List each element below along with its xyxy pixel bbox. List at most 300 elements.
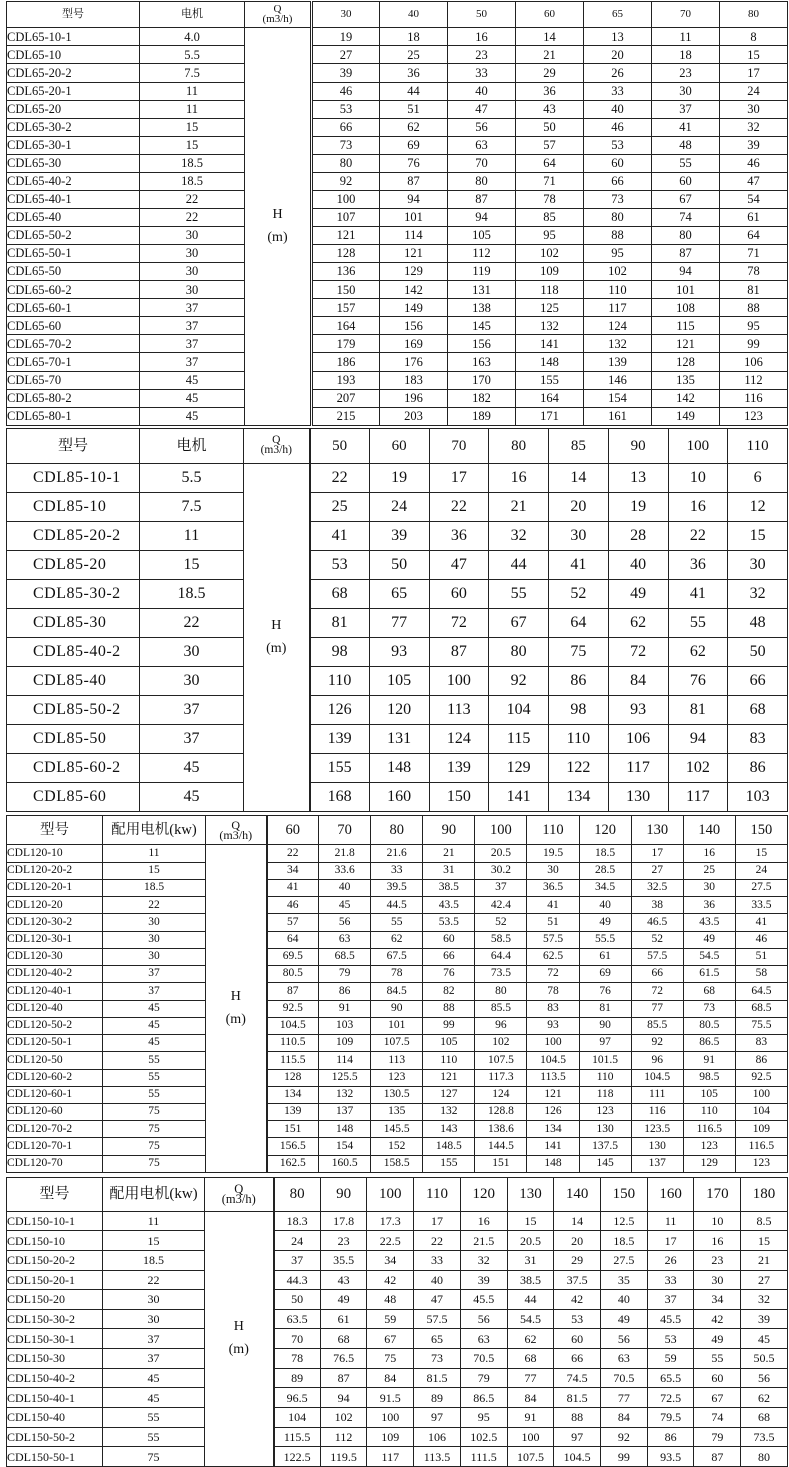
- head-value-cell: 56: [601, 1329, 648, 1349]
- head-value-cell: 55: [652, 154, 720, 172]
- head-value-cell: 65: [414, 1329, 461, 1349]
- table-row: [7, 1138, 788, 1155]
- head-value-cell: 14: [549, 464, 609, 493]
- head-value-cell: 81: [668, 695, 728, 724]
- head-value-cell: 30: [720, 100, 788, 118]
- flow-value-header: 120: [579, 816, 631, 845]
- head-value-cell: 87: [380, 172, 448, 190]
- head-value-cell: 113: [429, 695, 489, 724]
- flow-value-header: 65: [584, 2, 652, 28]
- head-value-cell: 94: [668, 724, 728, 753]
- head-value-cell: 63: [319, 931, 371, 948]
- head-value-cell: 8: [720, 28, 788, 46]
- head-value-cell: 57: [267, 914, 319, 931]
- head-value-cell: 45.5: [460, 1290, 507, 1310]
- head-value-cell: 78: [527, 983, 579, 1000]
- head-value-cell: 32: [460, 1250, 507, 1270]
- head-value-cell: 79: [460, 1368, 507, 1388]
- head-value-cell: 55: [371, 914, 423, 931]
- head-value-cell: 156: [448, 335, 516, 353]
- motor-cell: 45: [103, 1035, 206, 1052]
- head-value-cell: 19.5: [527, 845, 579, 862]
- head-value-cell: 110.5: [267, 1035, 319, 1052]
- model-cell: CDL65-70-1: [7, 353, 140, 371]
- model-cell: CDL150-20-1: [7, 1270, 103, 1290]
- motor-cell: 30: [103, 914, 206, 931]
- head-value-cell: 53: [310, 550, 370, 579]
- motor-cell: 18.5: [140, 172, 245, 190]
- head-value-cell: 76: [380, 154, 448, 172]
- head-unit: (m): [225, 1011, 246, 1027]
- head-value-cell: 86.5: [683, 1035, 735, 1052]
- head-value-cell: 44: [380, 82, 448, 100]
- table-row: [7, 1349, 788, 1369]
- head-value-cell: 61.5: [683, 966, 735, 983]
- head-value-cell: 61: [320, 1309, 367, 1329]
- head-value-cell: 58: [735, 966, 787, 983]
- head-value-cell: 81.5: [414, 1368, 461, 1388]
- flow-value-header: 50: [448, 2, 516, 28]
- model-cell: CDL120-70-1: [7, 1138, 103, 1155]
- head-value-cell: 141: [527, 1138, 579, 1155]
- head-symbol: H: [271, 618, 282, 634]
- flow-symbol: Q: [231, 818, 241, 833]
- head-value-cell: 17: [429, 464, 489, 493]
- model-cell: CDL150-30: [7, 1349, 103, 1369]
- head-value-cell: 80: [652, 227, 720, 245]
- head-value-cell: 73: [584, 190, 652, 208]
- head-value-cell: 57.5: [631, 948, 683, 965]
- head-unit: (m): [266, 640, 287, 656]
- head-value-cell: 28.5: [579, 862, 631, 879]
- head-value-cell: 22: [668, 521, 728, 550]
- head-value-cell: 56: [460, 1309, 507, 1329]
- head-value-cell: 107.5: [371, 1035, 423, 1052]
- head-value-cell: 49: [694, 1329, 741, 1349]
- model-cell: CDL120-40-1: [7, 983, 103, 1000]
- head-value-cell: 53.5: [423, 914, 475, 931]
- head-value-cell: 15: [720, 46, 788, 64]
- table-row: [7, 493, 788, 522]
- head-value-cell: 20.5: [507, 1231, 554, 1251]
- head-value-cell: 139: [310, 724, 370, 753]
- head-value-cell: 101: [371, 1017, 423, 1034]
- motor-cell: 75: [103, 1121, 206, 1138]
- head-value-cell: 32: [741, 1290, 788, 1310]
- head-value-cell: 21.5: [460, 1231, 507, 1251]
- head-value-cell: 131: [448, 281, 516, 299]
- table-row: [7, 521, 788, 550]
- col-header-flow: [244, 429, 310, 464]
- head-value-cell: 127: [423, 1086, 475, 1103]
- head-value-cell: 115.5: [274, 1427, 321, 1447]
- head-value-cell: 128: [312, 245, 380, 263]
- head-value-cell: 10: [694, 1211, 741, 1231]
- table-row: [7, 1121, 788, 1138]
- head-value-cell: 84: [367, 1368, 414, 1388]
- head-value-cell: 40: [608, 550, 668, 579]
- motor-cell: 30: [103, 1309, 205, 1329]
- model-cell: CDL120-60: [7, 1103, 103, 1120]
- motor-cell: 11: [103, 1211, 205, 1231]
- head-value-cell: 75.5: [735, 1017, 787, 1034]
- head-value-cell: 62: [380, 118, 448, 136]
- model-cell: CDL150-50-2: [7, 1427, 103, 1447]
- head-value-cell: 117: [668, 782, 728, 811]
- motor-cell: 22: [140, 190, 245, 208]
- head-value-cell: 51: [380, 100, 448, 118]
- head-value-cell: 80: [584, 208, 652, 226]
- col-header-motor: 配用电机(kw): [103, 1178, 205, 1212]
- table-row: [7, 1103, 788, 1120]
- head-value-cell: 158.5: [371, 1155, 423, 1172]
- table-row: [7, 862, 788, 879]
- head-value-cell: 143: [423, 1121, 475, 1138]
- head-value-cell: 109: [319, 1035, 371, 1052]
- motor-cell: 11: [140, 82, 245, 100]
- head-value-cell: 113.5: [414, 1447, 461, 1467]
- head-value-cell: 118: [579, 1086, 631, 1103]
- head-value-cell: 56: [741, 1368, 788, 1388]
- head-value-cell: 100: [429, 666, 489, 695]
- head-value-cell: 89: [274, 1368, 321, 1388]
- head-value-cell: 81: [310, 608, 370, 637]
- model-cell: CDL120-50-1: [7, 1035, 103, 1052]
- head-value-cell: 85: [516, 208, 584, 226]
- head-value-cell: 87: [694, 1447, 741, 1467]
- head-value-cell: 207: [312, 389, 380, 407]
- head-value-cell: 40: [448, 82, 516, 100]
- head-value-cell: 33.5: [735, 897, 787, 914]
- table-row: [7, 1250, 788, 1270]
- head-value-cell: 107.5: [507, 1447, 554, 1467]
- model-cell: CDL120-40: [7, 1000, 103, 1017]
- motor-cell: 45: [103, 1388, 205, 1408]
- table-row: [7, 245, 788, 263]
- head-value-cell: 60: [554, 1329, 601, 1349]
- table-row: [7, 948, 788, 965]
- motor-cell: 30: [103, 931, 206, 948]
- head-value-cell: 144.5: [475, 1138, 527, 1155]
- head-value-cell: 70.5: [601, 1368, 648, 1388]
- head-value-cell: 52: [549, 579, 609, 608]
- head-value-cell: 73: [414, 1349, 461, 1369]
- table-row: [7, 1270, 788, 1290]
- head-value-cell: 93: [369, 637, 429, 666]
- model-cell: CDL65-50-2: [7, 227, 140, 245]
- head-value-cell: 55: [668, 608, 728, 637]
- model-cell: CDL150-10-1: [7, 1211, 103, 1231]
- head-value-cell: 92.5: [267, 1000, 319, 1017]
- head-value-cell: 99: [720, 335, 788, 353]
- head-value-cell: 109: [367, 1427, 414, 1447]
- table-row: [7, 464, 788, 493]
- table-row: [7, 579, 788, 608]
- table-row: [7, 100, 788, 118]
- head-value-cell: 62.5: [527, 948, 579, 965]
- model-cell: CDL65-50: [7, 263, 140, 281]
- model-cell: CDL150-40: [7, 1408, 103, 1428]
- head-value-cell: 33: [414, 1250, 461, 1270]
- model-cell: CDL65-60-1: [7, 299, 140, 317]
- model-cell: CDL85-60-2: [7, 753, 140, 782]
- head-value-cell: 38: [631, 897, 683, 914]
- table-row: [7, 1309, 788, 1329]
- head-value-cell: 77: [601, 1388, 648, 1408]
- head-value-cell: 78: [371, 966, 423, 983]
- head-value-cell: 16: [694, 1231, 741, 1251]
- head-value-cell: 59: [647, 1349, 694, 1369]
- flow-value-header: 80: [274, 1178, 321, 1212]
- head-value-cell: 34: [267, 862, 319, 879]
- head-value-cell: 151: [475, 1155, 527, 1172]
- head-value-cell: 92: [312, 172, 380, 190]
- flow-value-header: 110: [728, 429, 788, 464]
- head-value-cell: 91: [319, 1000, 371, 1017]
- head-value-cell: 88: [554, 1408, 601, 1428]
- head-value-cell: 169: [380, 335, 448, 353]
- head-value-cell: 103: [728, 782, 788, 811]
- motor-cell: 37: [103, 1329, 205, 1349]
- flow-value-header: 70: [429, 429, 489, 464]
- head-value-cell: 108: [652, 299, 720, 317]
- head-value-cell: 67: [367, 1329, 414, 1349]
- head-value-cell: 47: [429, 550, 489, 579]
- head-value-cell: 67.5: [371, 948, 423, 965]
- head-value-cell: 85.5: [631, 1017, 683, 1034]
- motor-cell: 18.5: [103, 879, 206, 896]
- flow-unit: (m3/h): [219, 828, 253, 843]
- head-value-cell: 79.5: [647, 1408, 694, 1428]
- head-value-cell: 48: [367, 1290, 414, 1310]
- head-value-cell: 148: [319, 1121, 371, 1138]
- head-value-cell: 123: [720, 407, 788, 425]
- head-value-cell: 179: [312, 335, 380, 353]
- head-value-cell: 100: [367, 1408, 414, 1428]
- head-value-cell: 40: [319, 879, 371, 896]
- head-value-cell: 46: [720, 154, 788, 172]
- table-row: [7, 724, 788, 753]
- flow-unit: (m3/h): [260, 444, 292, 456]
- head-value-cell: 142: [652, 389, 720, 407]
- head-value-cell: 76: [579, 983, 631, 1000]
- head-value-cell: 116.5: [735, 1138, 787, 1155]
- head-value-cell: 51: [735, 948, 787, 965]
- head-value-cell: 34.5: [579, 879, 631, 896]
- head-value-cell: 117: [367, 1447, 414, 1467]
- head-value-cell: 35: [601, 1270, 648, 1290]
- head-value-cell: 35.5: [320, 1250, 367, 1270]
- head-value-cell: 30: [527, 862, 579, 879]
- model-cell: CDL120-60-2: [7, 1069, 103, 1086]
- table-row: [7, 782, 788, 811]
- head-value-cell: 21: [423, 845, 475, 862]
- head-value-cell: 18.5: [579, 845, 631, 862]
- head-value-cell: 23: [320, 1231, 367, 1251]
- motor-cell: 30: [140, 227, 245, 245]
- table-row: [7, 1017, 788, 1034]
- head-value-cell: 102: [584, 263, 652, 281]
- table-row: [7, 1069, 788, 1086]
- head-value-cell: 79: [319, 966, 371, 983]
- head-value-cell: 40: [584, 100, 652, 118]
- head-value-cell: 128: [267, 1069, 319, 1086]
- motor-cell: 30: [140, 263, 245, 281]
- head-symbol: H: [272, 207, 283, 223]
- head-value-cell: 130: [608, 782, 668, 811]
- head-value-cell: 76.5: [320, 1349, 367, 1369]
- head-value-cell: 170: [448, 371, 516, 389]
- table-row: [7, 1290, 788, 1310]
- table-row: [7, 227, 788, 245]
- head-value-cell: 84.5: [371, 983, 423, 1000]
- head-value-cell: 38.5: [507, 1270, 554, 1290]
- head-value-cell: 134: [549, 782, 609, 811]
- head-value-cell: 69: [579, 966, 631, 983]
- head-value-cell: 27: [631, 862, 683, 879]
- motor-cell: 45: [140, 389, 245, 407]
- head-value-cell: 52: [631, 931, 683, 948]
- head-value-cell: 74.5: [554, 1368, 601, 1388]
- motor-cell: 30: [140, 245, 245, 263]
- motor-cell: 18.5: [140, 154, 245, 172]
- head-unit: (m): [267, 229, 288, 245]
- head-value-cell: 148: [516, 353, 584, 371]
- head-value-cell: 69.5: [267, 948, 319, 965]
- head-value-cell: 110: [683, 1103, 735, 1120]
- head-value-cell: 14: [554, 1211, 601, 1231]
- model-cell: CDL65-10-1: [7, 28, 140, 46]
- head-value-cell: 27: [312, 46, 380, 64]
- head-value-cell: 104.5: [527, 1052, 579, 1069]
- head-label: [205, 1211, 274, 1466]
- table-row: [7, 208, 788, 226]
- head-value-cell: 24: [720, 82, 788, 100]
- head-value-cell: 109: [735, 1121, 787, 1138]
- flow-symbol: Q: [273, 3, 282, 16]
- head-value-cell: 120: [369, 695, 429, 724]
- head-value-cell: 141: [516, 335, 584, 353]
- motor-cell: 22: [103, 897, 206, 914]
- head-value-cell: 43.5: [683, 914, 735, 931]
- head-value-cell: 61: [579, 948, 631, 965]
- head-value-cell: 82: [423, 983, 475, 1000]
- head-value-cell: 12.5: [601, 1211, 648, 1231]
- motor-cell: 37: [140, 353, 245, 371]
- table-row: [7, 28, 788, 46]
- model-cell: CDL65-70-2: [7, 335, 140, 353]
- head-value-cell: 106: [608, 724, 668, 753]
- head-value-cell: 124: [584, 317, 652, 335]
- flow-value-header: 150: [601, 1178, 648, 1212]
- head-value-cell: 85.5: [475, 1000, 527, 1017]
- flow-value-header: 100: [367, 1178, 414, 1212]
- motor-cell: 37: [140, 317, 245, 335]
- head-value-cell: 17: [414, 1211, 461, 1231]
- head-value-cell: 163: [448, 353, 516, 371]
- head-value-cell: 64: [267, 931, 319, 948]
- head-value-cell: 189: [448, 407, 516, 425]
- motor-cell: 30: [140, 637, 244, 666]
- head-value-cell: 97: [554, 1427, 601, 1447]
- head-value-cell: 69: [380, 136, 448, 154]
- head-value-cell: 52: [475, 914, 527, 931]
- head-value-cell: 66: [423, 948, 475, 965]
- head-value-cell: 112: [448, 245, 516, 263]
- head-value-cell: 30: [549, 521, 609, 550]
- head-value-cell: 113: [371, 1052, 423, 1069]
- spec-table: [6, 1177, 788, 1467]
- head-value-cell: 91.5: [367, 1388, 414, 1408]
- table-row: [7, 154, 788, 172]
- head-value-cell: 88: [720, 299, 788, 317]
- motor-cell: 55: [103, 1069, 206, 1086]
- flow-value-header: 130: [631, 816, 683, 845]
- model-cell: CDL120-30: [7, 948, 103, 965]
- model-cell: CDL65-30-1: [7, 136, 140, 154]
- flow-unit: (m3/h): [221, 1192, 256, 1207]
- model-cell: CDL65-40-2: [7, 172, 140, 190]
- motor-cell: 55: [103, 1052, 206, 1069]
- head-value-cell: 130: [579, 1121, 631, 1138]
- head-value-cell: 42.4: [475, 897, 527, 914]
- head-value-cell: 24: [274, 1231, 321, 1251]
- head-value-cell: 117: [608, 753, 668, 782]
- col-header-model: 型号: [7, 816, 103, 845]
- head-value-cell: 54.5: [683, 948, 735, 965]
- head-value-cell: 87: [320, 1368, 367, 1388]
- head-value-cell: 106: [720, 353, 788, 371]
- motor-cell: 37: [103, 983, 206, 1000]
- head-value-cell: 102: [320, 1408, 367, 1428]
- head-value-cell: 22: [310, 464, 370, 493]
- head-value-cell: 81.5: [554, 1388, 601, 1408]
- head-value-cell: 137: [631, 1155, 683, 1172]
- head-value-cell: 132: [584, 335, 652, 353]
- motor-cell: 55: [103, 1427, 205, 1447]
- head-value-cell: 55.5: [579, 931, 631, 948]
- head-value-cell: 155: [516, 371, 584, 389]
- head-value-cell: 68: [310, 579, 370, 608]
- head-value-cell: 43.5: [423, 897, 475, 914]
- head-value-cell: 75: [549, 637, 609, 666]
- head-value-cell: 131: [369, 724, 429, 753]
- head-value-cell: 31: [423, 862, 475, 879]
- head-value-cell: 36.5: [527, 879, 579, 896]
- table-row: [7, 1211, 788, 1231]
- head-value-cell: 65: [369, 579, 429, 608]
- motor-cell: 45: [103, 1368, 205, 1388]
- model-cell: CDL120-20: [7, 897, 103, 914]
- flow-value-header: 90: [423, 816, 475, 845]
- flow-value-header: 130: [507, 1178, 554, 1212]
- head-value-cell: 17.3: [367, 1211, 414, 1231]
- col-header-model: 型号: [7, 429, 140, 464]
- head-value-cell: 134: [527, 1121, 579, 1138]
- head-value-cell: 33: [448, 64, 516, 82]
- model-cell: CDL65-80-2: [7, 389, 140, 407]
- motor-cell: 45: [103, 1000, 206, 1017]
- head-value-cell: 101: [652, 281, 720, 299]
- head-value-cell: 30: [652, 82, 720, 100]
- head-value-cell: 128.8: [475, 1103, 527, 1120]
- head-value-cell: 36: [380, 64, 448, 82]
- model-cell: CDL150-40-2: [7, 1368, 103, 1388]
- head-value-cell: 119: [448, 263, 516, 281]
- head-value-cell: 150: [429, 782, 489, 811]
- head-value-cell: 138.6: [475, 1121, 527, 1138]
- motor-cell: 22: [140, 608, 244, 637]
